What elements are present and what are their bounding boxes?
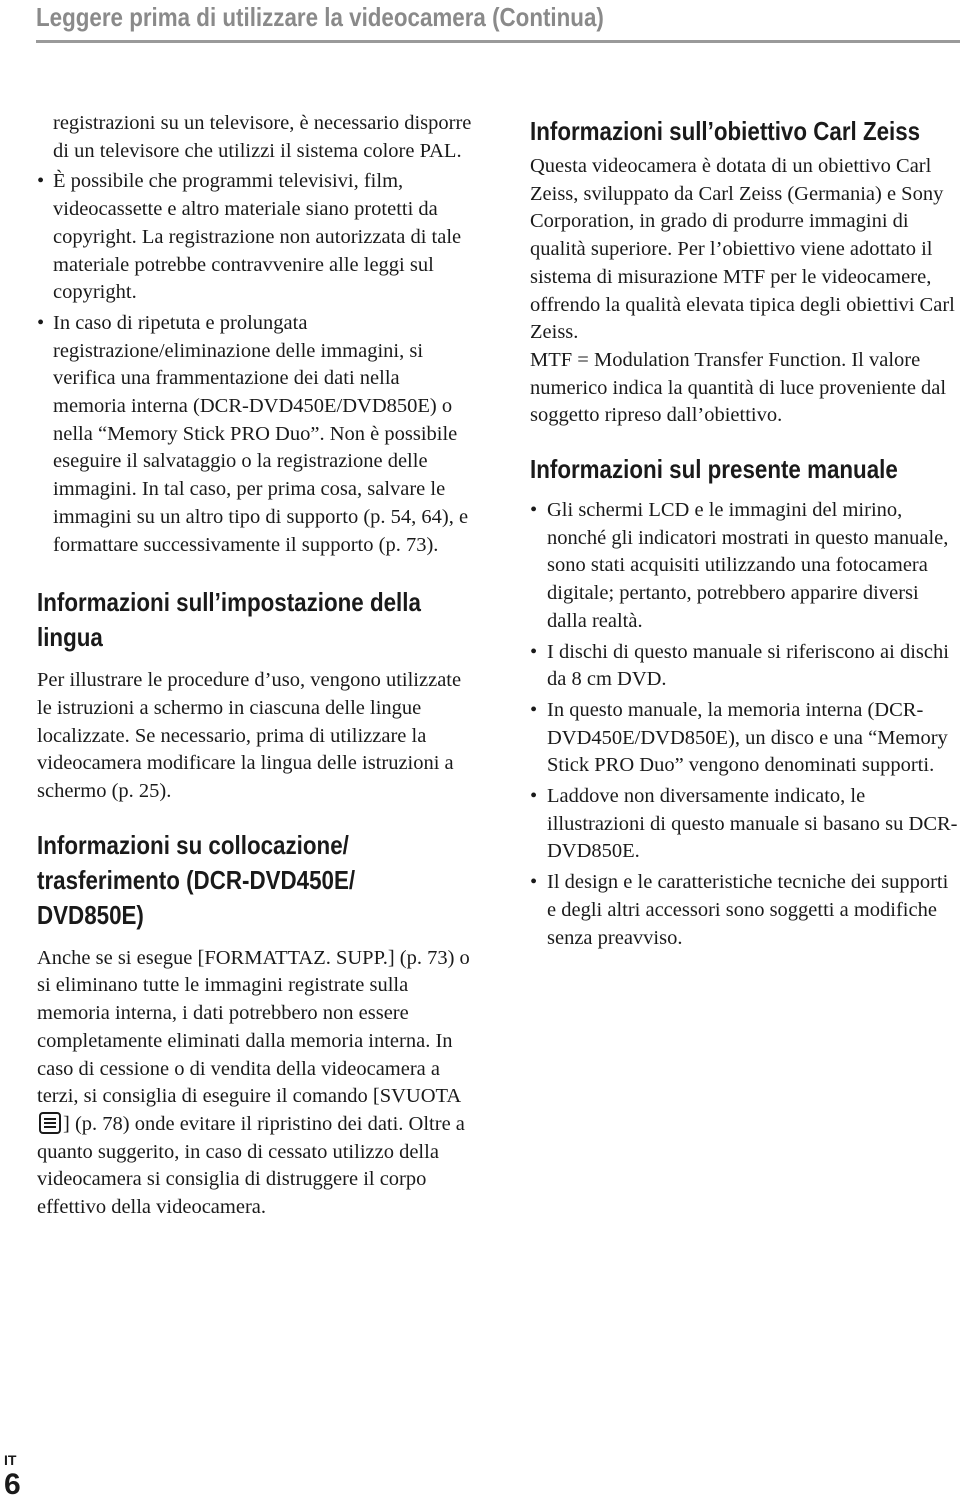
transfer-body <box>37 945 472 1222</box>
zeiss-body-2: MTF = Modulation Transfer Function. Il valore numerico indica la quantità di luce proveniente dal soggetto ripreso dall’obiettivo. <box>530 348 947 427</box>
right-column <box>530 110 960 955</box>
language-heading-line-2: lingua <box>37 622 103 653</box>
manual-bullet-lcd: • Gli schermi LCD e le immagini del mirino, nonché gli indicatori mostrati in questo manuale, sono stati acquisiti utilizzando una fotocamera digitale; pertanto, potrebbero apparire diversi dalla realtà. <box>530 497 960 636</box>
zeiss-heading: Informazioni sull’obiettivo Carl Zeiss <box>530 116 921 146</box>
language-body: Per illustrare le procedure d’uso, vengono utilizzate le istruzioni a schermo in ciascuna delle lingue localizzate. Se necessario, prima di utilizzare la videocamera modificare la lingua delle istruzioni a schermo (p. 25). <box>37 669 462 803</box>
transfer-heading-line-1: Informazioni su collocazione/ <box>37 829 349 860</box>
manual-heading: Informazioni sul presente manuale <box>530 454 898 485</box>
manual-bullet-media: • In questo manuale, la memoria interna (DCR-DVD450E/DVD850E), un disco e una “Memory Stick PRO Duo” vengono denominati supporti. <box>530 697 960 780</box>
page-header-title: Leggere prima di utilizzare la videocamera (Continua) <box>36 2 604 32</box>
bullet-copyright: • È possibile che programmi televisivi, film, videocassette e altro materiale siano protetti da copyright. La registrazione non autorizzata di tale materiale potrebbe contravvenire alle leggi sul copyright. <box>37 168 472 307</box>
page-language-code: IT <box>4 1452 17 1468</box>
page-number: 6 <box>4 1468 21 1501</box>
header-rule <box>36 40 960 43</box>
transfer-heading-line-3: DVD850E) <box>37 899 144 930</box>
transfer-body-part-a: Anche se si esegue [FORMATTAZ. SUPP.] (p. 73) o si eliminano tutte le immagini registrate sulla memoria interna, i dati potrebbero non essere completamente eliminati dalla memoria interna. In caso di cessione o di vendita della videocamera a terzi, si consiglia di eseguire il comando [SVUOTA <box>37 946 470 1108</box>
manual-bullet-discs: • I dischi di questo manuale si riferiscono ai dischi da 8 cm DVD. <box>530 639 960 694</box>
internal-memory-icon <box>39 1112 61 1134</box>
bullet-fragmentation: • In caso di ripetuta e prolungata registrazione/eliminazione delle immagini, si verifica una frammentazione dei dati nella memoria interna (DCR-DVD450E/DVD850E) o nella “Memory Stick PRO Duo”. Non è possibile eseguire il salvataggio o la registrazione delle immagini. In tal caso, per prima cosa, salvare le immagini su un altro tipo di supporto (p. 54, 64), e formattare successivamente il supporto (p. 73). <box>37 310 472 559</box>
manual-bullet-design: • Il design e le caratteristiche tecniche dei supporti e degli altri accessori sono soggetti a modifiche senza preavviso. <box>530 869 960 952</box>
intro-continuation: registrazioni su un televisore, è necessario disporre di un televisore che utilizzi il sistema colore PAL. <box>53 112 472 162</box>
transfer-heading-line-2: trasferimento (DCR-DVD450E/ <box>37 864 356 895</box>
zeiss-body-1: Questa videocamera è dotata di un obiettivo Carl Zeiss, sviluppato da Carl Zeiss (Germania) e Sony Corporation, in grado di produrre immagini di qualità superiore. Per l’obiettivo viene adottato il sistema di misurazione MTF per le videocamere, offrendo la qualità elevata tipica degli obiettivi Carl Zeiss. <box>530 155 955 344</box>
left-column <box>37 110 472 1222</box>
language-heading-line-1: Informazioni sull’impostazione della <box>37 587 421 618</box>
transfer-body-part-b: ] (p. 78) onde evitare il ripristino dei dati. Oltre a quanto suggerito, in caso di cessato utilizzo della videocamera si consiglia di distruggere il corpo effettivo della videocamera. <box>37 1112 465 1219</box>
manual-bullet-illustrations: • Laddove non diversamente indicato, le illustrazioni di questo manuale si basano su DCR-DVD850E. <box>530 783 960 866</box>
